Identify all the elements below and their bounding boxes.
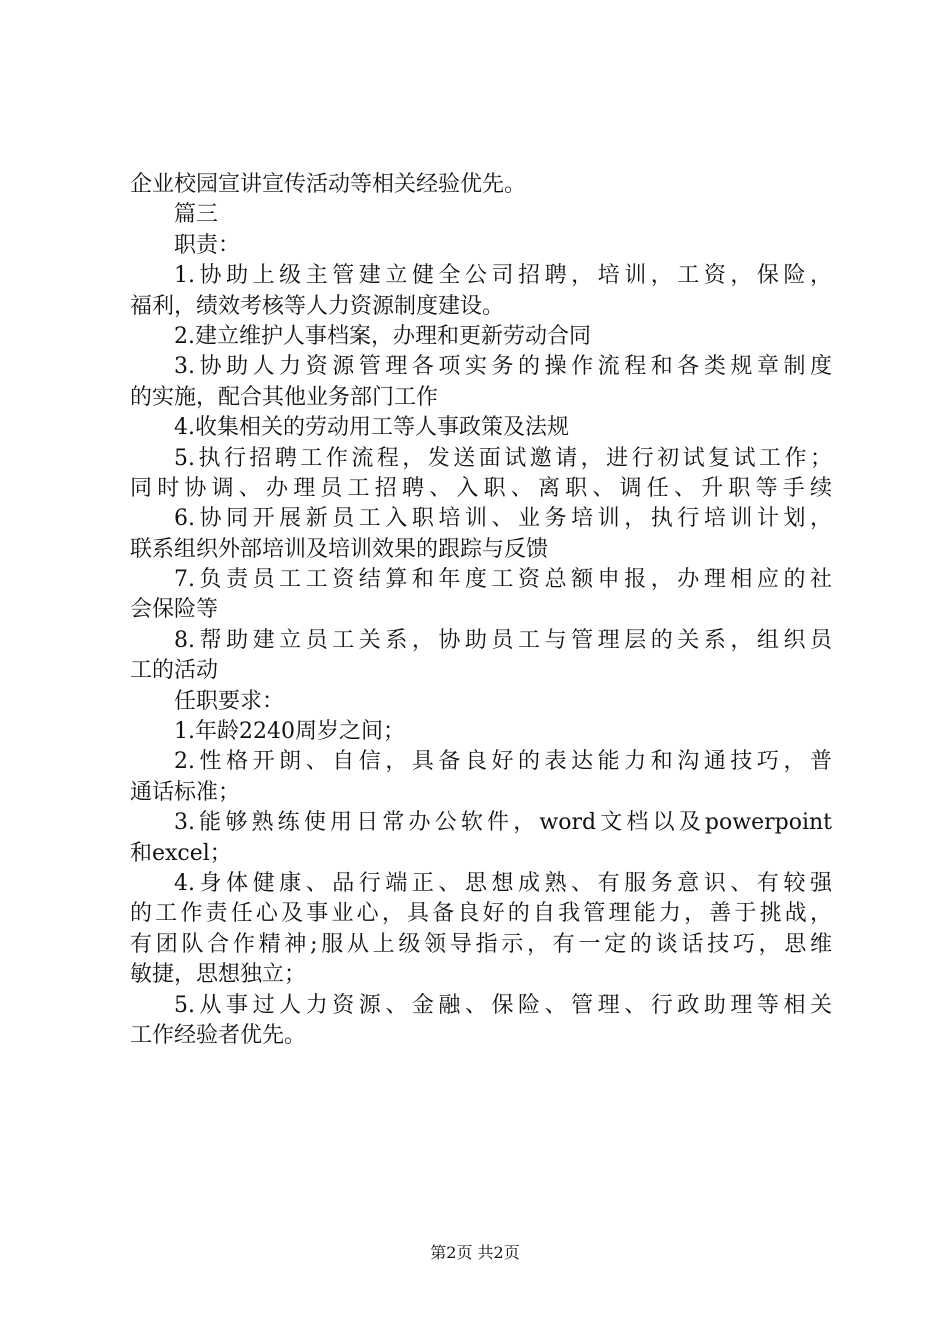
text-line: 企业校园宣讲宣传活动等相关经验优先。 <box>130 172 527 197</box>
subheading-requirements: 任职要求： <box>174 688 285 714</box>
text-line: 工的活动 <box>130 658 219 684</box>
text-line: 2.建立维护人事档案，办理和更新劳动合同 <box>174 323 591 349</box>
text-line: 5.执行招聘工作流程，发送面试邀请，进行初试复试工作； <box>174 445 832 471</box>
section-heading: 篇三 <box>174 202 219 228</box>
text-line: 5.从事过人力资源、金融、保险、管理、行政助理等相关 <box>174 992 832 1018</box>
text-line: 通话标准； <box>130 779 241 805</box>
text-line: 和excel； <box>130 840 232 866</box>
text-line: 联系组织外部培训及培训效果的跟踪与反馈 <box>130 536 549 562</box>
text-line: 的实施，配合其他业务部门工作 <box>130 384 439 410</box>
text-line: 4.身体健康、品行端正、思想成熟、有服务意识、有较强 <box>174 870 832 896</box>
text-line: 1.协助上级主管建立健全公司招聘，培训，工资，保险， <box>174 263 832 289</box>
text-line: 6.协同开展新员工入职培训、业务培训，执行培训计划， <box>174 506 832 532</box>
text-line: 3.协助人力资源管理各项实务的操作流程和各类规章制度 <box>174 354 832 380</box>
subheading-duties: 职责： <box>174 232 241 258</box>
text-line: 8.帮助建立员工关系，协助员工与管理层的关系，组织员 <box>174 627 832 653</box>
page-number-footer: 第2页 共2页 <box>430 1243 520 1262</box>
document-body <box>130 170 832 1051</box>
text-line: 1.年龄2240周岁之间； <box>174 719 405 745</box>
text-line: 3.能够熟练使用日常办公软件，word文档以及powerpoint <box>174 810 832 836</box>
text-line: 7.负责员工工资结算和年度工资总额申报，办理相应的社 <box>174 567 832 593</box>
text-line: 同时协调、办理员工招聘、入职、离职、调任、升职等手续 <box>130 475 832 501</box>
text-line: 敏捷，思想独立； <box>130 962 307 988</box>
text-line: 2.性格开朗、自信，具备良好的表达能力和沟通技巧，普 <box>174 749 832 775</box>
text-line: 4.收集相关的劳动用工等人事政策及法规 <box>174 415 569 441</box>
text-line: 有团队合作精神;服从上级领导指示，有一定的谈话技巧，思维 <box>130 931 832 957</box>
text-line: 工作经验者优先。 <box>130 1022 307 1048</box>
text-line: 会保险等 <box>130 597 219 623</box>
text-line: 的工作责任心及事业心，具备良好的自我管理能力，善于挑战， <box>130 901 832 927</box>
text-line: 福利，绩效考核等人力资源制度建设。 <box>130 293 505 319</box>
